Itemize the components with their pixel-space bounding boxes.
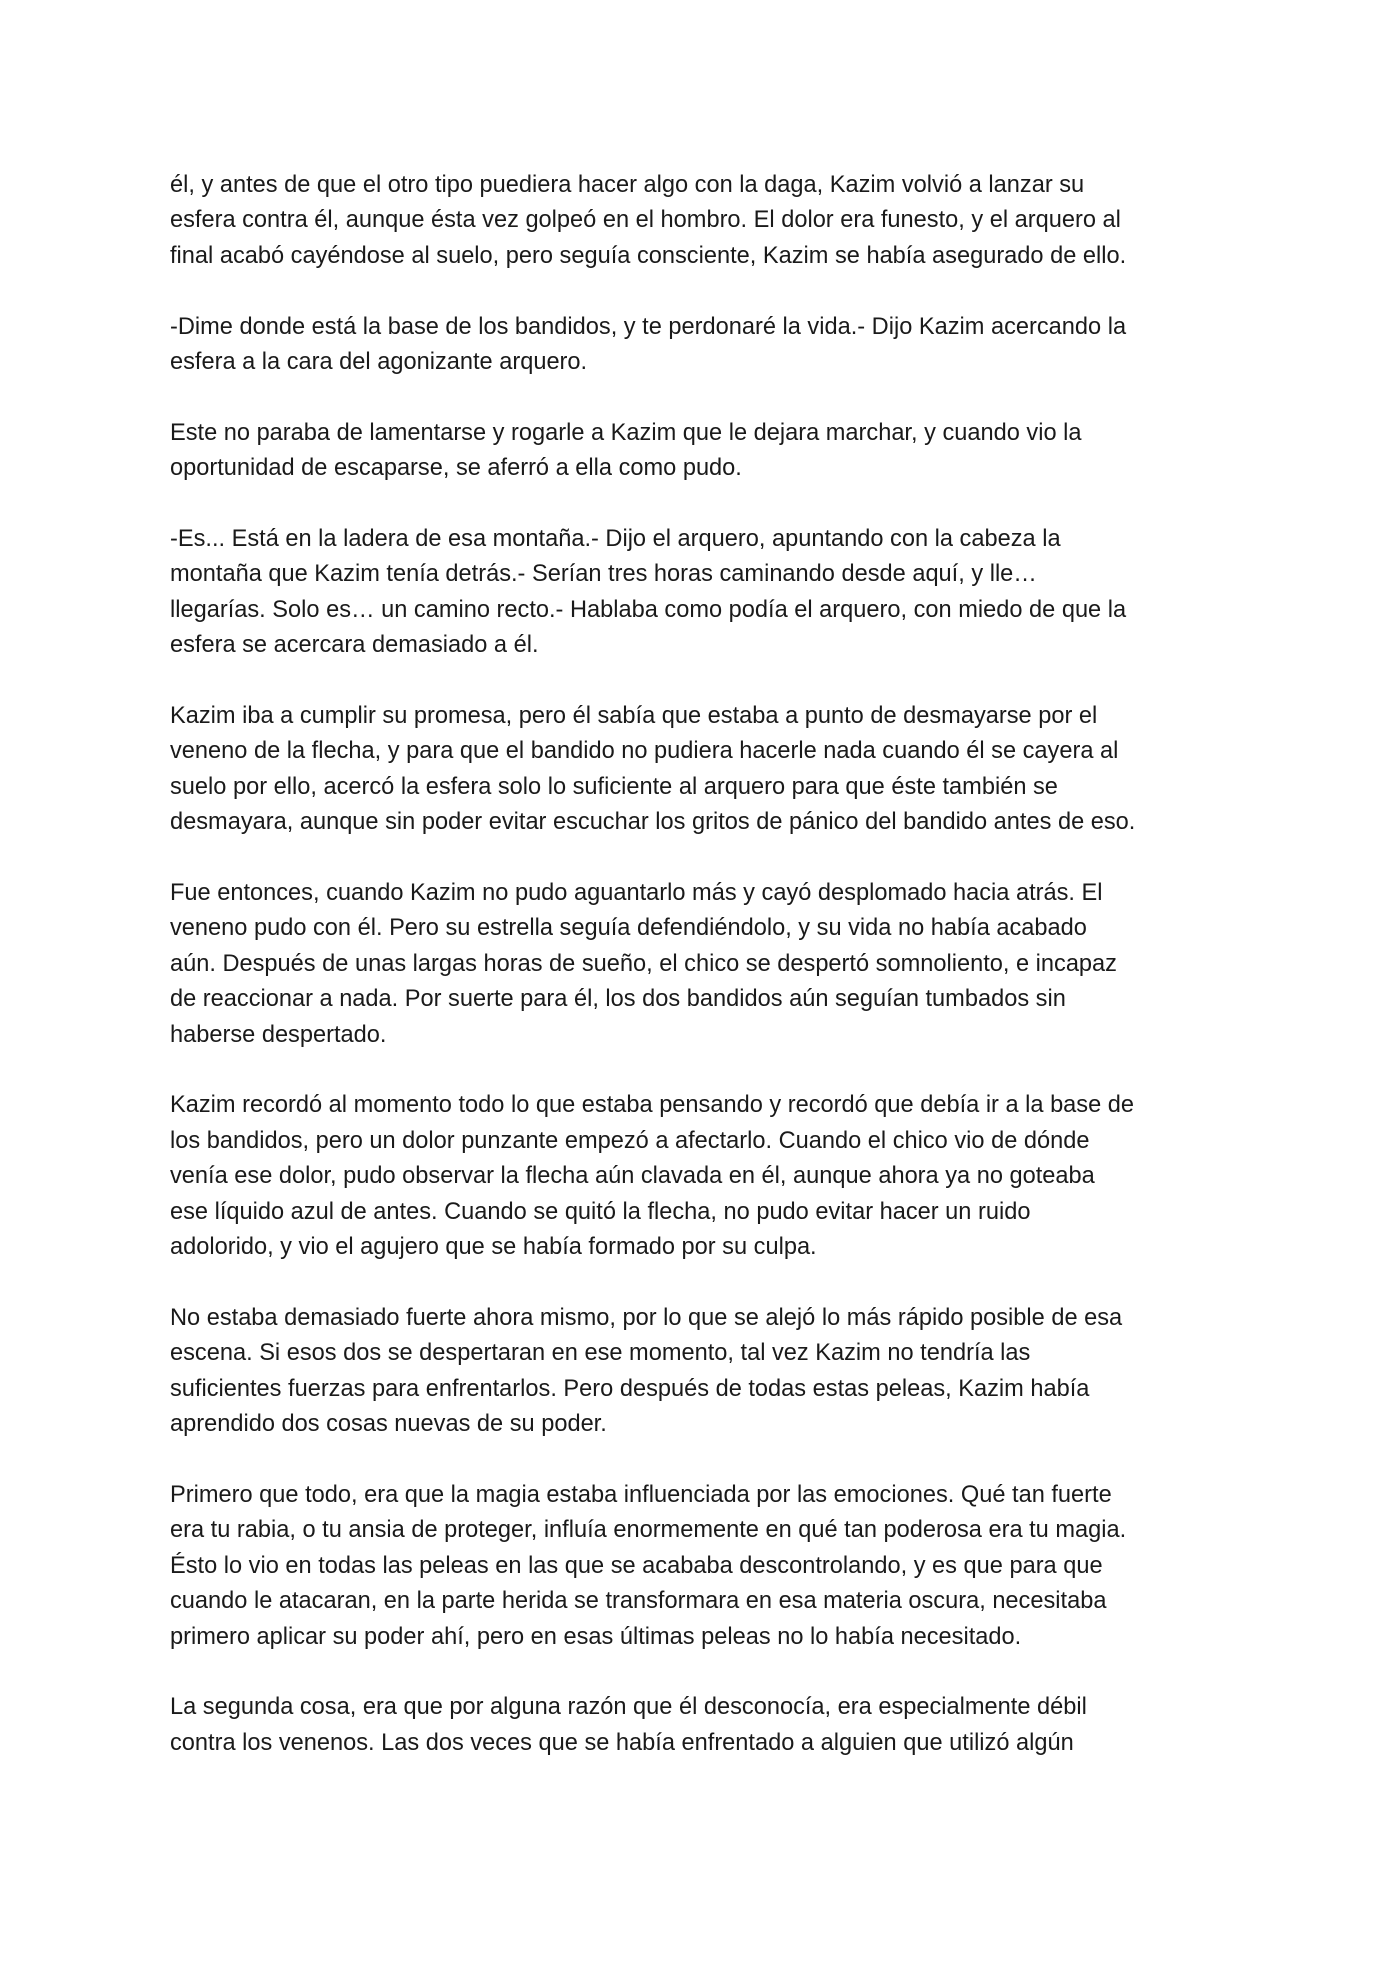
paragraph — [170, 1301, 1240, 1443]
paragraph — [170, 876, 1240, 1053]
text-line: era tu rabia, o tu ansia de proteger, influía enormemente en qué tan poderosa era tu magia. — [170, 1517, 1127, 1544]
text-line: veneno pudo con él. Pero su estrella seguía defendiéndolo, y su vida no había acabado — [170, 915, 1087, 942]
text-line: Ésto lo vio en todas las peleas en las que se acababa descontrolando, y es que para que — [170, 1552, 1103, 1579]
text-line: Kazim iba a cumplir su promesa, pero él sabía que estaba a punto de desmayarse por el — [170, 703, 1098, 730]
paragraph — [170, 168, 1240, 274]
text-line: desmayara, aunque sin poder evitar escuchar los gritos de pánico del bandido antes de eso. — [170, 809, 1136, 836]
text-line: aún. Después de unas largas horas de sueño, el chico se despertó somnoliento, e incapaz — [170, 950, 1117, 977]
paragraph — [170, 310, 1240, 381]
text-line: llegarías. Solo es… un camino recto.- Hablaba como podía el arquero, con miedo de que la — [170, 596, 1127, 623]
paragraph — [170, 416, 1240, 487]
text-line: venía ese dolor, pudo observar la flecha aún clavada en él, aunque ahora ya no goteaba — [170, 1163, 1095, 1190]
text-line: Kazim recordó al momento todo lo que estaba pensando y recordó que debía ir a la base de — [170, 1092, 1135, 1119]
text-line: primero aplicar su poder ahí, pero en esas últimas peleas no lo había necesitado. — [170, 1623, 1022, 1650]
text-line: haberse despertado. — [170, 1021, 387, 1048]
text-line: final acabó cayéndose al suelo, pero seguía consciente, Kazim se había asegurado de ello. — [170, 242, 1127, 269]
text-line: No estaba demasiado fuerte ahora mismo, por lo que se alejó lo más rápido posible de esa — [170, 1304, 1123, 1331]
document-body — [170, 168, 1240, 1797]
text-line: aprendido dos cosas nuevas de su poder. — [170, 1411, 607, 1438]
text-line: Primero que todo, era que la magia estaba influenciada por las emociones. Qué tan fuerte — [170, 1481, 1112, 1508]
text-line: contra los venenos. Las dos veces que se había enfrentado a alguien que utilizó algún — [170, 1729, 1074, 1756]
text-line: -Es... Está en la ladera de esa montaña.- Dijo el arquero, apuntando con la cabeza la — [170, 526, 1061, 553]
paragraph — [170, 1088, 1240, 1265]
text-line: él, y antes de que el otro tipo puediera hacer algo con la daga, Kazim volvió a lanzar su — [170, 172, 1085, 198]
text-line: escena. Si esos dos se despertaran en ese momento, tal vez Kazim no tendría las — [170, 1340, 1031, 1367]
text-line: oportunidad de escaparse, se aferró a ella como pudo. — [170, 455, 742, 482]
text-line: cuando le atacaran, en la parte herida se transformara en esa materia oscura, necesitaba — [170, 1588, 1107, 1615]
text-line: montaña que Kazim tenía detrás.- Serían tres horas caminando desde aquí, y lle… — [170, 561, 1037, 588]
text-line: suelo por ello, acercó la esfera solo lo suficiente al arquero para que éste también se — [170, 773, 1058, 800]
text-line: ese líquido azul de antes. Cuando se quitó la flecha, no pudo evitar hacer un ruido — [170, 1198, 1031, 1225]
text-line: esfera a la cara del agonizante arquero. — [170, 349, 588, 376]
text-line: La segunda cosa, era que por alguna razón que él desconocía, era especialmente débil — [170, 1694, 1087, 1721]
paragraph — [170, 522, 1240, 664]
text-line: suficientes fuerzas para enfrentarlos. Pero después de todas estas peleas, Kazim había — [170, 1375, 1090, 1402]
paragraph — [170, 699, 1240, 841]
text-line: -Dime donde está la base de los bandidos, y te perdonaré la vida.- Dijo Kazim acercando la — [170, 313, 1127, 340]
text-line: esfera contra él, aunque ésta vez golpeó en el hombro. El dolor era funesto, y el arquero al — [170, 207, 1121, 234]
paragraph — [170, 1478, 1240, 1655]
paragraph — [170, 1690, 1240, 1761]
text-line: de reaccionar a nada. Por suerte para él, los dos bandidos aún seguían tumbados sin — [170, 986, 1066, 1013]
text-line: veneno de la flecha, y para que el bandido no pudiera hacerle nada cuando él se cayera al — [170, 738, 1119, 765]
text-line: Este no paraba de lamentarse y rogarle a Kazim que le dejara marchar, y cuando vio la — [170, 419, 1082, 446]
text-line: los bandidos, pero un dolor punzante empezó a afectarlo. Cuando el chico vio de dónde — [170, 1127, 1090, 1154]
text-line: Fue entonces, cuando Kazim no pudo aguantarlo más y cayó desplomado hacia atrás. El — [170, 880, 1103, 907]
text-line: esfera se acercara demasiado a él. — [170, 632, 539, 659]
text-line: adolorido, y vio el agujero que se había formado por su culpa. — [170, 1234, 817, 1261]
